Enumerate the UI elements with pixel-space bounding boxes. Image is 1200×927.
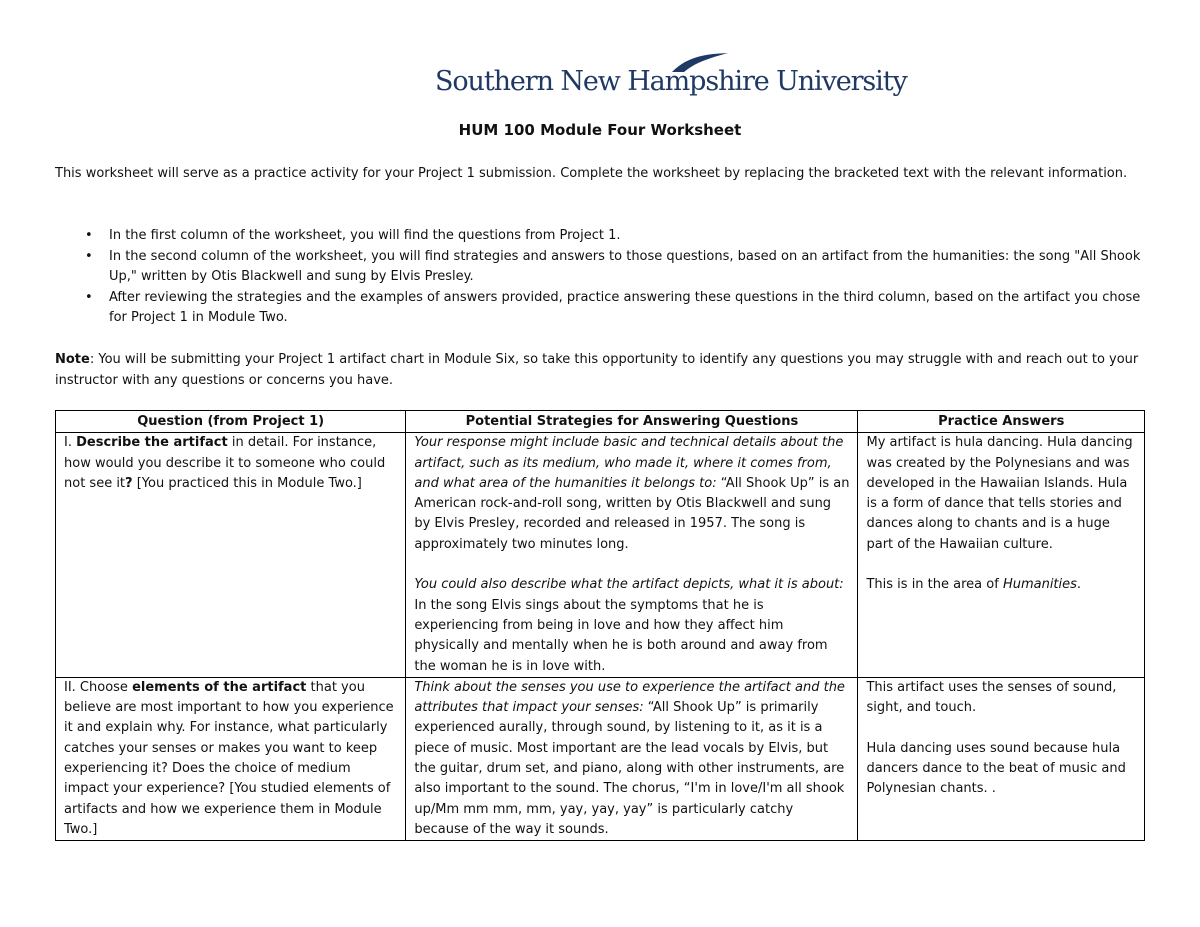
question-text: in detail. For instance, how would you describe it to someone who could not see it bbox=[64, 435, 386, 491]
question-number: I. bbox=[64, 435, 77, 451]
answer-text: Hula dancing uses sound because hula dancers dance to the beat of music and Polynesian chants. . bbox=[866, 740, 1126, 797]
answer-text: This artifact uses the senses of sound, sight, and touch. bbox=[866, 679, 1117, 716]
list-item-text: In the second column of the worksheet, you will find strategies and answers to those questions, based on an artifact from the humanities: the song "All Shook Up," written by Otis Blackwell and sung by Elvis Presley. bbox=[109, 248, 1141, 284]
strategy-example: “All Shook Up” is an American rock-and-roll song, written by Otis Blackwell and sung by Elvis Presley, recorded and released in 1957. The song is approximately two minutes long. bbox=[414, 475, 850, 552]
instruction-list bbox=[55, 226, 1145, 329]
bullet-icon: • bbox=[85, 228, 93, 243]
strategy-prompt: Your response might include basic and technical details about the artifact, such as its medium, who made it, where it comes from, and what area of the humanities it belongs to: bbox=[414, 435, 844, 491]
header-answers: Practice Answers bbox=[858, 411, 1145, 433]
question-cell bbox=[56, 433, 406, 678]
question-text: that you believe are most important to how you experience it and explain why. For instance, what particularly catches your senses or makes you want to keep experiencing it? Does the choice of medium impact your experience? [You studied elements of artifacts and how we experience them in Module Two.] bbox=[64, 679, 394, 837]
strategy-cell bbox=[406, 677, 858, 840]
question-cell bbox=[56, 677, 406, 840]
note-label: Note bbox=[55, 352, 90, 367]
table-row bbox=[56, 433, 1145, 678]
list-item-text: After reviewing the strategies and the examples of answers provided, practice answering these questions in the third column, based on the artifact you chose for Project 1 in Module Two. bbox=[109, 289, 1141, 325]
university-logo bbox=[435, 52, 907, 104]
answer-text: This is in the area of bbox=[866, 577, 1003, 593]
answer-text: My artifact is hula dancing. Hula dancing was created by the Polynesians and was developed in the Hawaiian Islands. Hula is a form of dance that tells stories and dances along to chants and is a huge part of the Hawaiian culture. bbox=[866, 435, 1133, 552]
answer-cell[interactable] bbox=[858, 677, 1145, 840]
strategy-example: In the song Elvis sings about the symptoms that he is experiencing from being in love and how they affect him physically and mentally when he is both around and away from the woman he is in love with. bbox=[414, 597, 828, 674]
table-header-row bbox=[56, 411, 1145, 433]
list-item-text: In the first column of the worksheet, you will find the questions from Project 1. bbox=[109, 228, 621, 243]
bullet-icon: • bbox=[85, 289, 93, 305]
question-number: II. Choose bbox=[64, 679, 133, 695]
question-reference: [You practiced this in Module Two.] bbox=[132, 475, 362, 491]
document-title: HUM 100 Module Four Worksheet bbox=[458, 121, 742, 139]
question-emphasis: elements of the artifact bbox=[132, 679, 307, 695]
question-emphasis: Describe the artifact bbox=[76, 435, 228, 451]
question-mark: ? bbox=[125, 475, 133, 491]
intro-paragraph: This worksheet will serve as a practice activity for your Project 1 submission. Complete the worksheet by replacing the bracketed text with the relevant information. bbox=[55, 166, 1128, 181]
table-row bbox=[56, 677, 1145, 840]
strategy-prompt: Think about the senses you use to experience the artifact and the attributes that impact your senses: bbox=[414, 679, 845, 716]
header-strategies: Potential Strategies for Answering Questions bbox=[406, 411, 858, 433]
bullet-icon: • bbox=[85, 248, 93, 264]
strategy-prompt: You could also describe what the artifact depicts, what it is about: bbox=[414, 577, 844, 593]
answer-punctuation: . bbox=[1076, 577, 1082, 593]
list-item bbox=[55, 226, 1145, 247]
answer-cell[interactable] bbox=[858, 433, 1145, 678]
strategy-example: “All Shook Up” is primarily experienced aurally, through sound, by listening to it, as it is a piece of music. Most important are the lead vocals by Elvis, but the guitar, drum set, and piano, along with other instruments, are also important to the sound. The chorus, “I'm in love/I'm all shook up/Mm mm mm, mm, yay, yay, yay” is particularly catchy because of the way it sounds. bbox=[414, 700, 845, 837]
answer-emphasis: Humanities bbox=[1002, 577, 1077, 593]
worksheet-table bbox=[55, 410, 1145, 841]
list-item bbox=[55, 247, 1145, 288]
note-text: : You will be submitting your Project 1 artifact chart in Module Six, so take this opportunity to identify any questions you may struggle with and reach out to your instructor with any questions or concerns you have. bbox=[55, 352, 1139, 388]
logo-text: Southern New Hampshire University bbox=[435, 66, 907, 97]
strategy-cell bbox=[406, 433, 858, 678]
list-item bbox=[55, 288, 1145, 329]
note-paragraph bbox=[55, 350, 1145, 391]
header-question: Question (from Project 1) bbox=[56, 411, 406, 433]
